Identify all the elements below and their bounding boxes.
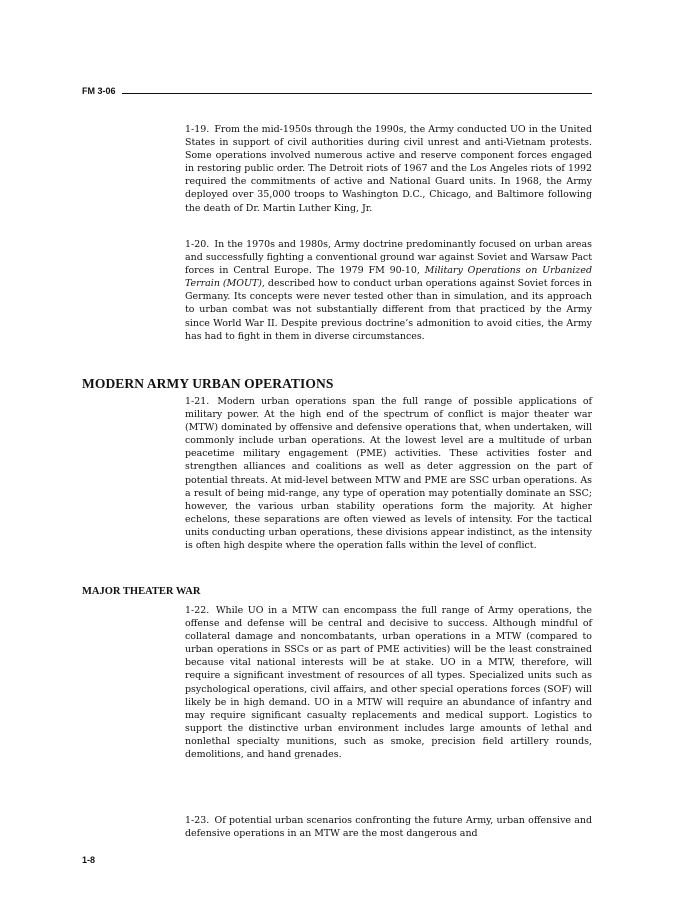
publication-title: Military Operations on Urbanized Terrain (MOUT), bbox=[185, 265, 593, 290]
section-heading: MODERN ARMY URBAN OPERATIONS bbox=[82, 376, 334, 391]
paragraph-text-continued: described how to conduct urban operations against Soviet forces in Germany. Its concepts were never tested other than in simulation, and its approach to urban combat was not substantially different from that practiced by the Army since World War II. Despite previous doctrine’s admonition to avoid cities, the Army has had to fight in them in diverse circumstances. bbox=[185, 278, 593, 342]
paragraph-1-20 bbox=[185, 238, 592, 343]
manual-id: FM 3-06 bbox=[82, 86, 116, 96]
page-number: 1-8 bbox=[82, 855, 96, 865]
paragraph-number: 1-23. bbox=[185, 815, 210, 826]
paragraph-number: 1-20. bbox=[185, 239, 210, 250]
paragraph-number: 1-19. bbox=[185, 124, 210, 135]
paragraph-1-23 bbox=[185, 814, 592, 840]
paragraph-number: 1-21. bbox=[185, 396, 210, 407]
paragraph-text: Of potential urban scenarios confronting the future Army, urban offensive and defensive operations in an MTW are the most dangerous and bbox=[185, 815, 593, 840]
paragraph-1-19 bbox=[185, 123, 592, 215]
paragraph-1-21 bbox=[185, 395, 592, 552]
paragraph-text: While UO in a MTW can encompass the full range of Army operations, the offense and defense will be central and decisive to success. Although mindful of collateral damage and noncombatants, urban operations in a MTW (compared to urban operations in SSCs or as part of PME activities) will be the least constrained because vital national interests will be at stake. UO in a MTW, therefore, will require a significant investment of resources of all types. Specialized units such as psychological operations, civil affairs, and other special operations forces (SOF) will likely be in high demand. UO in a MTW will require an abundance of infantry and may require significant casualty replacements and medical support. Logistics to support the distinctive urban environment includes large amounts of lethal and nonlethal specialty munitions, such as smoke, precision field artillery rounds, demolitions, and hand grenades. bbox=[185, 605, 593, 761]
paragraph-number: 1-22. bbox=[185, 605, 210, 616]
subsection-heading: MAJOR THEATER WAR bbox=[82, 586, 201, 597]
paragraph-text: Modern urban operations span the full range of possible applications of military power. At the high end of the spectrum of conflict is major theater war (MTW) dominated by offensive and defensive operations that, when undertaken, will commonly include urban operations. At the lowest level are a multitude of urban peacetime military engagement (PME) activities. These activities foster and strengthen alliances and coalitions as well as deter aggression on the part of potential threats. At mid-level between MTW and PME are SSC urban operations. As a result of being mid-range, any type of operation may potentially dominate an SSC; however, the various urban stability operations form the majority. At higher echelons, these separations are often viewed as levels of intensity. For the tactical units conducting urban operations, these divisions appear indistinct, as the intensity is often high despite where the operation falls within the level of conflict. bbox=[185, 396, 593, 552]
paragraph-text: In the 1970s and 1980s, Army doctrine predominantly focused on urban areas and successfully fighting a conventional ground war against Soviet and Warsaw Pact forces in Central Europe. The 1979 FM 90-10, bbox=[185, 239, 592, 277]
paragraph-1-22 bbox=[185, 604, 592, 761]
paragraph-text: From the mid-1950s through the 1990s, the Army conducted UO in the United States in support of civil authorities during civil unrest and anti-Vietnam protests. Some operations involved numerous active and reserve component forces engaged in restoring public order. The Detroit riots of 1967 and the Los Angeles riots of 1992 required the commitments of active and National Guard units. In 1968, the Army deployed over 35,000 troops to Washington D.C., Chicago, and Baltimore following the death of Dr. Martin Luther King, Jr. bbox=[185, 124, 592, 214]
